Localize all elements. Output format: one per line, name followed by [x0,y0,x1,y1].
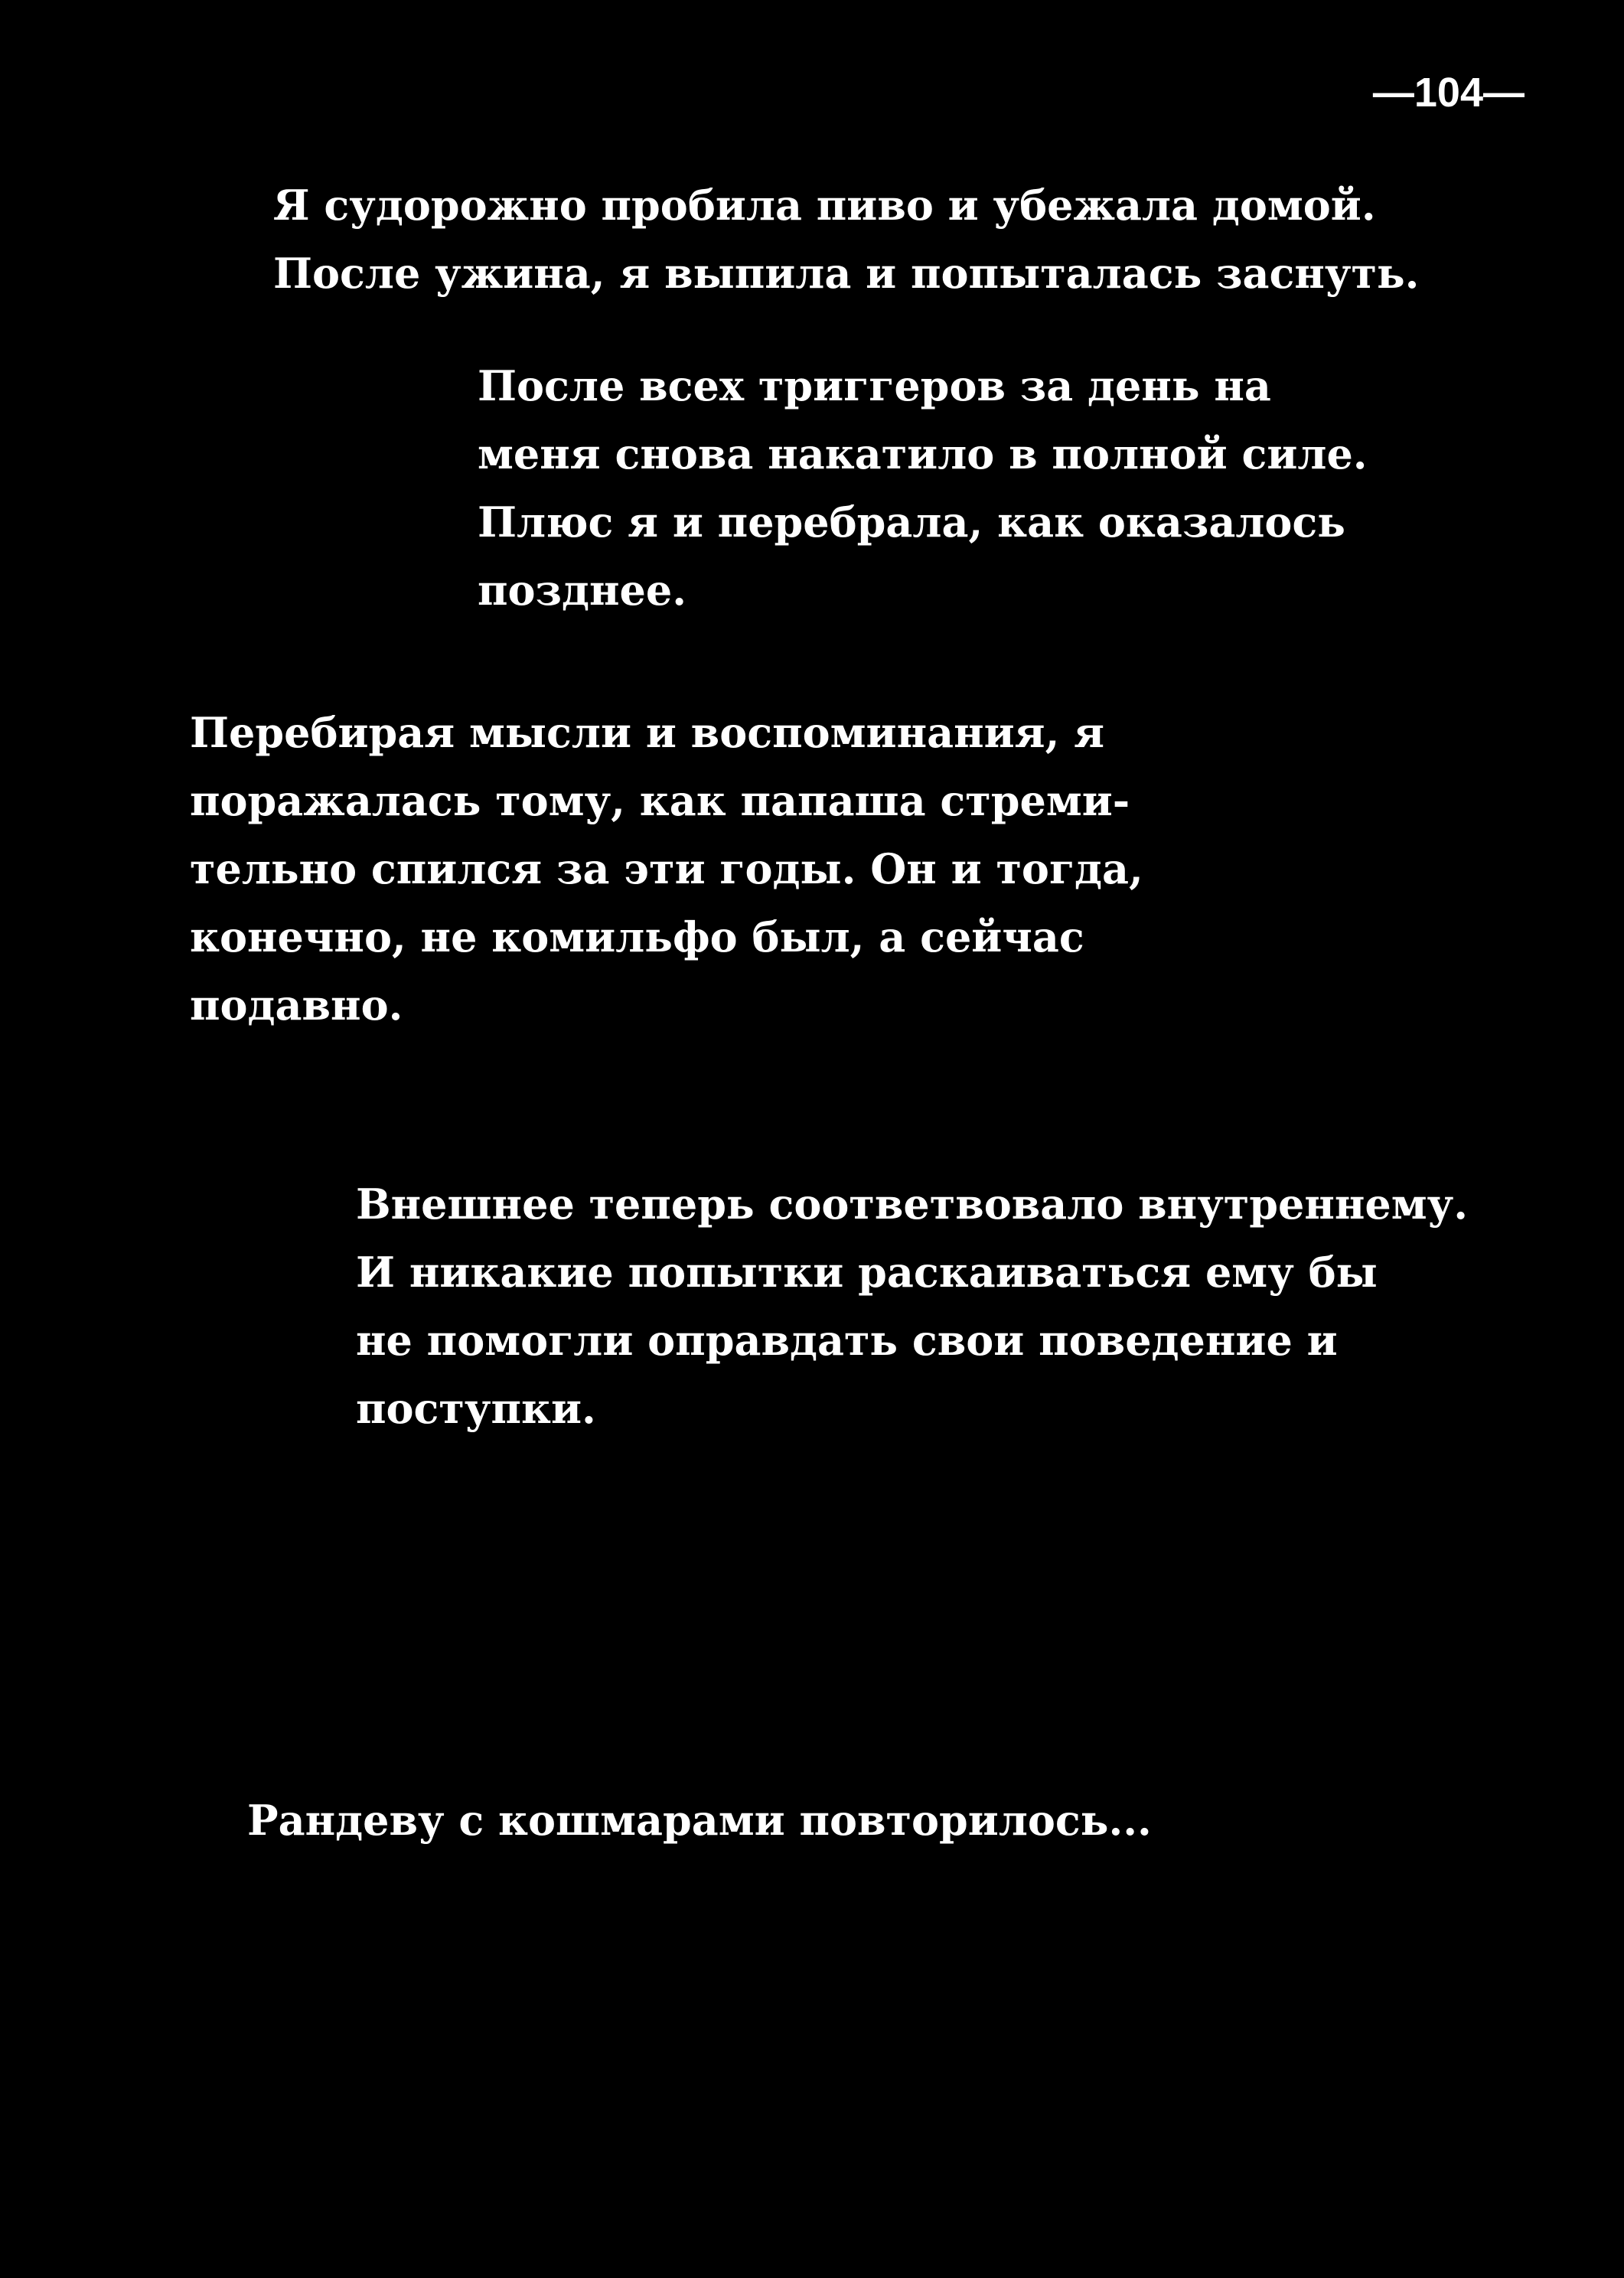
text-line: меня снова накатило в полной силе. [478,429,1368,478]
text-line: тельно спился за эти годы. Он и тогда, [190,844,1143,893]
paragraph-2 [478,352,1368,625]
paragraph-3 [190,699,1143,1039]
text-line: Перебирая мысли и воспоминания, я [190,708,1105,757]
text-line: Плюс я и перебрала, как оказалось [478,498,1345,547]
text-line: После всех триггеров за день на [478,361,1271,410]
text-line: подавно. [190,981,403,1030]
text-line: Внешнее теперь соответвовало внутреннему. [356,1180,1469,1229]
text-line: конечно, не комильфо был, а сейчас [190,912,1084,961]
text-line: И никакие попытки раскаиваться ему бы [356,1248,1378,1297]
text-line: Рандеву с кошмарами повторилось... [247,1796,1152,1845]
paragraph-5 [247,1787,1152,1855]
text-line: После ужина, я выпила и попыталась заснуть. [273,249,1420,298]
page-number: —104— [1372,70,1525,116]
text-line: поступки. [356,1384,596,1433]
text-line: поражалась тому, как папаша стреми- [190,776,1130,825]
text-line: не помогли оправдать свои поведение и [356,1316,1338,1365]
paragraph-4 [356,1170,1468,1443]
paragraph-1 [273,171,1419,308]
text-line: Я судорожно пробила пиво и убежала домой. [273,181,1376,230]
text-line: позднее. [478,566,687,615]
